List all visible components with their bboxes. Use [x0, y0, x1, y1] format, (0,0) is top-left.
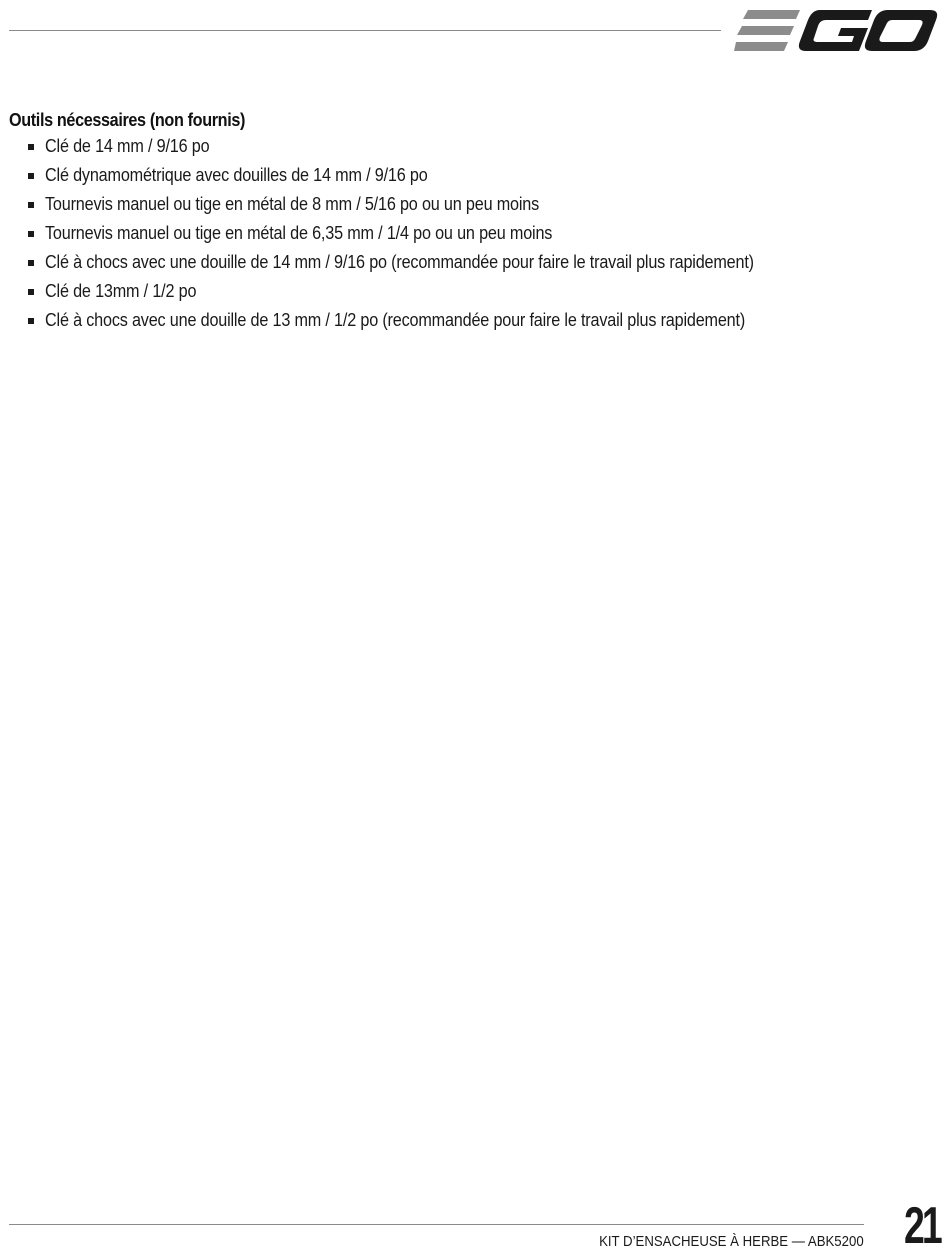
list-item-text: Clé de 14 mm / 9/16 po [45, 136, 210, 156]
list-item [9, 249, 909, 278]
list-item [9, 191, 909, 220]
list-item-text: Clé dynamométrique avec douilles de 14 mm / 9/16 po [45, 165, 428, 185]
list-item-text: Clé de 13mm / 1/2 po [45, 281, 197, 301]
header-rule [9, 30, 721, 31]
bullet-icon [28, 202, 34, 208]
footer-rule [9, 1224, 864, 1225]
tools-list [9, 133, 909, 336]
ego-logo [734, 8, 938, 54]
list-item [9, 220, 909, 249]
bullet-icon [28, 260, 34, 266]
bullet-icon [28, 318, 34, 324]
list-item-text: Tournevis manuel ou tige en métal de 8 mm / 5/16 po ou un peu moins [45, 194, 540, 214]
list-item [9, 307, 909, 336]
list-item [9, 278, 909, 307]
bullet-icon [28, 173, 34, 179]
footer-document-title: KIT D’ENSACHEUSE À HERBE — ABK5200 [599, 1233, 864, 1250]
page-number: 21 [904, 1197, 940, 1255]
list-item-text: Tournevis manuel ou tige en métal de 6,35 mm / 1/4 po ou un peu moins [45, 223, 553, 243]
list-item [9, 133, 909, 162]
list-item [9, 162, 909, 191]
bullet-icon [28, 144, 34, 150]
bullet-icon [28, 289, 34, 295]
list-item-text: Clé à chocs avec une douille de 13 mm / 1/2 po (recommandée pour faire le travail plus rapidement) [45, 310, 746, 330]
bullet-icon [28, 231, 34, 237]
section-title: Outils nécessaires (non fournis) [9, 110, 246, 130]
list-item-text: Clé à chocs avec une douille de 14 mm / 9/16 po (recommandée pour faire le travail plus rapidement) [45, 252, 754, 272]
tools-section [9, 109, 909, 336]
